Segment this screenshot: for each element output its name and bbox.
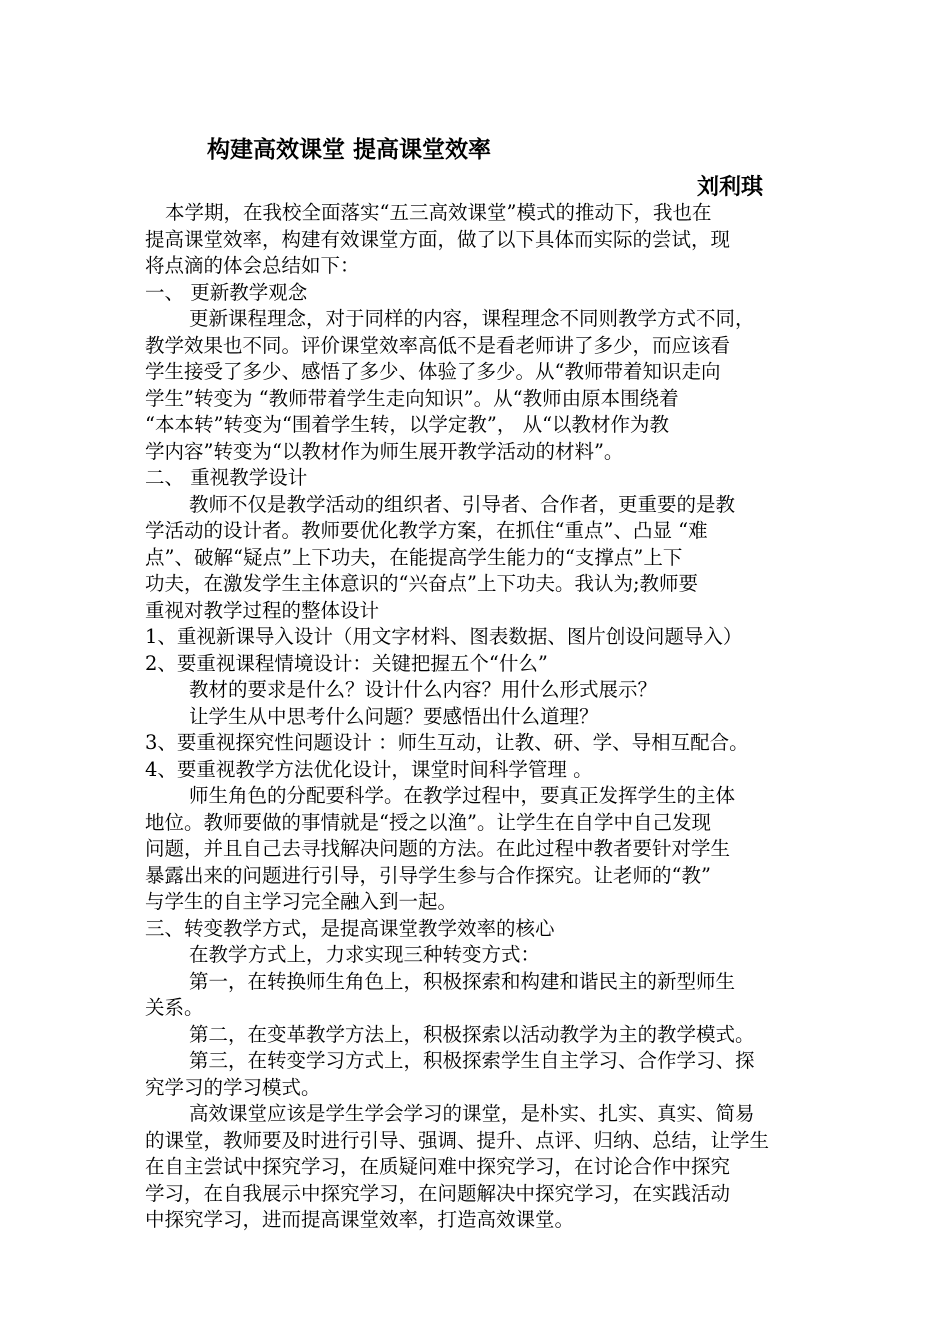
body-line: 3、要重视探究性问题设计 ：师生互动，让教、研、学、导相互配合。: [145, 731, 749, 754]
body-line: “本本转”转变为“围着学生转，以学定教”， 从“以教材作为教: [145, 413, 670, 436]
body-line: 地位。教师要做的事情就是“授之以渔”。让学生在自学中自己发现: [145, 810, 711, 834]
body-line: 学活动的设计者。教师要优化教学方案，在抓住“重点”、凸显 “难: [145, 519, 708, 542]
body-line: 提高课堂效率，构建有效课堂方面，做了以下具体而实际的尝试，现: [145, 227, 731, 251]
body-line: 让学生从中思考什么问题？要感悟出什么道理？: [189, 704, 599, 728]
body-line: 本学期，在我校全面落实“五三高效课堂”模式的推动下，我也在: [165, 201, 712, 224]
body-line: 点”、破解“疑点”上下功夫，在能提高学生能力的“支撑点”上下: [145, 545, 683, 569]
body-line: 功夫，在激发学生主体意识的“兴奋点”上下功夫。我认为;教师要: [145, 572, 699, 595]
body-line: 第一，在转换师生角色上，积极探索和构建和谐民主的新型师生: [189, 969, 736, 993]
body-line: 学生接受了多少、感悟了多少、体验了多少。从“教师带着知识走向: [145, 360, 721, 383]
body-line: 高效课堂应该是学生学会学习的课堂，是朴实、扎实、真实、简易: [189, 1102, 755, 1125]
body-line: 的课堂，教师要及时进行引导、强调、提升、点评、归纳、总结，让学生: [145, 1128, 770, 1152]
body-line: 学习，在自我展示中探究学习，在问题解决中探究学习，在实践活动: [145, 1181, 731, 1205]
body-line: 中探究学习，进而提高课堂效率，打造高效课堂。: [145, 1208, 575, 1231]
body-line: 究学习的学习模式。: [145, 1075, 321, 1099]
body-line: 教材的要求是什么？设计什么内容？用什么形式展示？: [189, 678, 658, 701]
author-name: 刘利琪: [697, 175, 764, 200]
body-line: 重视对教学过程的整体设计: [145, 598, 380, 622]
body-line: 三、转变教学方式，是提高课堂教学效率的核心: [145, 916, 555, 940]
body-line: 师生角色的分配要科学。在教学过程中，要真正发挥学生的主体: [189, 784, 736, 807]
body-line: 更新课程理念，对于同样的内容，课程理念不同则教学方式不同，: [189, 307, 755, 330]
body-line: 1、重视新课导入设计（用文字材料、图表数据、图片创设问题导入）: [145, 625, 743, 648]
body-line: 关系。: [145, 996, 204, 1019]
body-line: 第三，在转变学习方式上，积极探索学生自主学习、合作学习、探: [189, 1049, 755, 1072]
body-line: 与学生的自主学习完全融入到一起。: [145, 890, 458, 913]
body-line: 第二，在变革教学方法上，积极探索以活动教学为主的教学模式。: [189, 1022, 755, 1046]
body-line: 2、要重视课程情境设计：关键把握五个“什么”: [145, 651, 548, 675]
document-title: 构建高效课堂 提高课堂效率: [207, 137, 492, 163]
body-line: 在教学方式上，力求实现三种转变方式：: [189, 943, 541, 966]
body-line: 学生”转变为 “教师带着学生走向知识”。从“教师由原本围绕着: [145, 386, 679, 410]
body-line: 问题，并且自己去寻找解决问题的方法。在此过程中教者要针对学生: [145, 837, 731, 860]
body-line: 暴露出来的问题进行引导，引导学生参与合作探究。让老师的“教”: [145, 863, 711, 887]
document-body: [145, 200, 813, 1234]
body-line: 4、要重视教学方法优化设计，课堂时间科学管理 。: [145, 757, 593, 781]
body-line: 教学效果也不同。评价课堂效率高低不是看老师讲了多少，而应该看: [145, 333, 731, 357]
body-line: 教师不仅是教学活动的组织者、引导者、合作者，更重要的是教: [189, 492, 736, 516]
body-line: 学内容”转变为“以教材作为师生展开教学活动的材料”。: [145, 439, 624, 463]
body-line: 将点滴的体会总结如下：: [145, 254, 360, 277]
body-line: 二、 重视教学设计: [145, 466, 308, 489]
body-line: 在自主尝试中探究学习，在质疑问难中探究学习，在讨论合作中探究: [145, 1155, 731, 1178]
body-line: 一、 更新教学观念: [145, 280, 308, 304]
